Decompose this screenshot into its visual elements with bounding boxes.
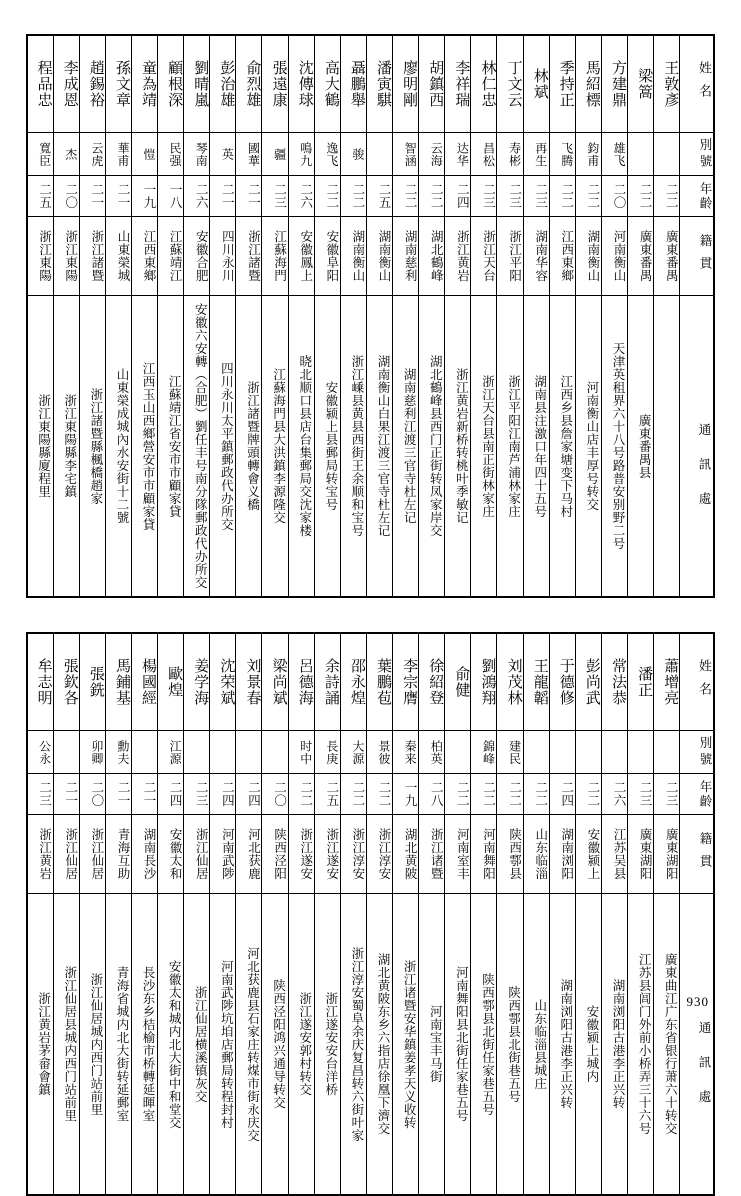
cell-alias: 寬臣 <box>27 133 53 176</box>
cell-age: 一九 <box>131 176 157 217</box>
cell-address: 安徽六安轉（合肥）劉任丰号南分隊郵政代办所交 <box>184 296 210 598</box>
cell-name: 劉鴻翔 <box>471 633 497 731</box>
cell-age: 二三 <box>628 774 654 815</box>
cell-native: 浙江天台 <box>471 217 497 296</box>
cell-native: 江西東鄉 <box>131 217 157 296</box>
cell-age: 二三 <box>654 774 680 815</box>
cell-address: 湖南浏阳古港李正兴转 <box>601 894 627 1196</box>
cell-alias: 大源 <box>340 731 366 774</box>
cell-address: 長沙东乡桔榆市桥轉延暉室 <box>131 894 157 1196</box>
cell-address: 陕西泾阳鸿兴通导转交 <box>262 894 288 1196</box>
cell-alias: 鳴九 <box>288 133 314 176</box>
cell-age: 二三 <box>471 176 497 217</box>
roster-row-name <box>27 633 714 731</box>
cell-alias <box>131 731 157 774</box>
cell-native: 湖南衡山 <box>366 217 392 296</box>
cell-native: 江蘇海門 <box>262 217 288 296</box>
column-header-name: 姓名 <box>680 633 714 731</box>
cell-address: 晓北顺口县店台集郵局交沈家楼 <box>288 296 314 598</box>
cell-address: 湖北鶴峰县西门正街转凤家岸交 <box>419 296 445 598</box>
cell-age: 二二 <box>549 176 575 217</box>
cell-native: 河北获鹿 <box>236 815 262 894</box>
cell-address: 天津英租界六十八号路普安别野二号 <box>601 296 627 598</box>
cell-alias: 智涵 <box>393 133 419 176</box>
cell-address: 浙江諸暨縣楓橋趙家 <box>79 296 105 598</box>
cell-age: 二四 <box>445 176 471 217</box>
cell-native: 浙江淳安 <box>340 815 366 894</box>
cell-native: 河南武陟 <box>210 815 236 894</box>
column-header-alias: 別號 <box>680 133 714 176</box>
column-header-alias: 別號 <box>680 731 714 774</box>
cell-name: 胡鎮西 <box>419 35 445 133</box>
cell-alias: 骏 <box>340 133 366 176</box>
cell-address: 浙江遂安安台洋桥 <box>314 894 340 1196</box>
cell-name: 王敦彥 <box>654 35 680 133</box>
cell-age: 二二 <box>523 774 549 815</box>
cell-alias <box>262 731 288 774</box>
cell-age: 二二 <box>628 176 654 217</box>
cell-native: 浙江遂安 <box>288 815 314 894</box>
cell-name: 潘正 <box>628 633 654 731</box>
cell-alias <box>654 133 680 176</box>
cell-age: 二二 <box>575 774 601 815</box>
cell-address: 湖北黄陂东乡六指店徐凰下濟交 <box>366 894 392 1196</box>
cell-name: 梁尚斌 <box>262 633 288 731</box>
cell-age: 二二 <box>419 176 445 217</box>
cell-alias <box>210 731 236 774</box>
cell-name: 孫文章 <box>105 35 131 133</box>
cell-native: 陕西鄠县 <box>497 815 523 894</box>
cell-address: 四川永川太平鎮郵政代办所交 <box>210 296 236 598</box>
cell-address <box>654 296 680 598</box>
cell-address: 廣東番禺县 <box>628 296 654 598</box>
cell-name: 方建鼎 <box>601 35 627 133</box>
cell-address: 陕西鄠县北街巷五号 <box>497 894 523 1196</box>
cell-name: 趙錫裕 <box>79 35 105 133</box>
cell-alias <box>523 731 549 774</box>
cell-name: 邵永煌 <box>340 633 366 731</box>
roster-table-top <box>26 34 715 598</box>
cell-age: 二二 <box>288 774 314 815</box>
roster-row-age <box>27 176 714 217</box>
cell-address: 浙江仙居横溪镇灰交 <box>184 894 210 1196</box>
cell-native: 陕西泾阳 <box>262 815 288 894</box>
cell-alias: 景彼 <box>366 731 392 774</box>
cell-name: 俞健 <box>445 633 471 731</box>
cell-native: 河南衡山 <box>601 217 627 296</box>
roster-table-top-wrap <box>26 34 715 598</box>
cell-address: 河北获鹿县石家庄转煤市街永庆交 <box>236 894 262 1196</box>
cell-native: 湖南衡山 <box>575 217 601 296</box>
cell-name: 葉鵬苞 <box>366 633 392 731</box>
roster-table-bottom <box>26 632 715 1196</box>
cell-age: 二一 <box>105 176 131 217</box>
cell-address: 浙江黄岩新桥转桃叶季敏记 <box>445 296 471 598</box>
cell-age: 二一 <box>236 176 262 217</box>
cell-alias <box>628 133 654 176</box>
cell-native: 安徽颍上 <box>575 815 601 894</box>
cell-age: 二五 <box>27 176 53 217</box>
cell-age: 一八 <box>158 176 184 217</box>
cell-address: 浙江東陽縣廈程里 <box>27 296 53 598</box>
cell-alias: 雄飞 <box>601 133 627 176</box>
cell-alias <box>654 731 680 774</box>
cell-name: 潘寅騏 <box>366 35 392 133</box>
cell-native: 安徽合肥 <box>184 217 210 296</box>
cell-age: 二〇 <box>79 774 105 815</box>
cell-address: 青海省城内北大街转延郵室 <box>105 894 131 1196</box>
cell-alias: 杰 <box>53 133 79 176</box>
cell-native: 河南室丰 <box>445 815 471 894</box>
cell-address: 河南武陟坑垍店郵局转程封村 <box>210 894 236 1196</box>
cell-native: 浙江仙居 <box>184 815 210 894</box>
cell-name: 梁篙 <box>628 35 654 133</box>
cell-name: 高大鶴 <box>314 35 340 133</box>
cell-address: 山東榮成城內水安街十二號 <box>105 296 131 598</box>
roster-row-age <box>27 774 714 815</box>
cell-address: 浙江诸暨安华鎮姜孝天义收转 <box>393 894 419 1196</box>
page-number: 930 <box>686 994 709 1009</box>
cell-name: 呂德海 <box>288 633 314 731</box>
cell-name: 馬鋪基 <box>105 633 131 731</box>
cell-age: 二一 <box>210 176 236 217</box>
cell-alias <box>575 731 601 774</box>
cell-address: 湖南衡山白果江渡三官寺杜左记 <box>366 296 392 598</box>
cell-name: 聶鵬舉 <box>340 35 366 133</box>
cell-address: 河南衡山店丰厚号转交 <box>575 296 601 598</box>
cell-name: 張銑 <box>79 633 105 731</box>
cell-native: 浙江諸暨 <box>236 217 262 296</box>
cell-name: 徐紹登 <box>419 633 445 731</box>
cell-age: 二〇 <box>53 176 79 217</box>
cell-native: 青海互助 <box>105 815 131 894</box>
cell-name: 李宗膺 <box>393 633 419 731</box>
cell-name: 張欽各 <box>53 633 79 731</box>
cell-alias: 卯卿 <box>79 731 105 774</box>
cell-name: 蕭增亮 <box>654 633 680 731</box>
cell-name: 彭尚武 <box>575 633 601 731</box>
cell-address: 浙江仙居城内西门站前里 <box>79 894 105 1196</box>
cell-native: 安徽鳳上 <box>288 217 314 296</box>
cell-alias: 再生 <box>523 133 549 176</box>
cell-name: 彭治雄 <box>210 35 236 133</box>
cell-address: 江西乡县詹家塘变下马村 <box>549 296 575 598</box>
cell-age: 二四 <box>236 774 262 815</box>
cell-age: 二二 <box>575 176 601 217</box>
cell-native: 河南舞阳 <box>471 815 497 894</box>
column-header-native: 籍貫 <box>680 217 714 296</box>
cell-address: 浙江平阳江南芦浦林家庄 <box>497 296 523 598</box>
cell-native: 廣東番禺 <box>654 217 680 296</box>
cell-address: 江蘇靖江省安市市顧家貸 <box>158 296 184 598</box>
column-header-native: 籍貫 <box>680 815 714 894</box>
cell-address: 河南宝丰马街 <box>419 894 445 1196</box>
cell-native: 湖北黄陂 <box>393 815 419 894</box>
cell-alias: 秦来 <box>393 731 419 774</box>
cell-name: 沈荣斌 <box>210 633 236 731</box>
cell-name: 張遠康 <box>262 35 288 133</box>
cell-alias: 云海 <box>419 133 445 176</box>
roster-table-bottom-wrap <box>26 632 715 1196</box>
cell-age: 二一 <box>79 176 105 217</box>
cell-alias <box>366 133 392 176</box>
cell-alias <box>236 731 262 774</box>
cell-address: 浙江東陽縣李宅鎮 <box>53 296 79 598</box>
cell-native: 浙江平阳 <box>497 217 523 296</box>
roster-row-address <box>27 296 714 598</box>
cell-name: 廖明剛 <box>393 35 419 133</box>
cell-age: 二八 <box>419 774 445 815</box>
cell-address: 浙江嵊县黄县西街王余顺和宝号 <box>340 296 366 598</box>
cell-native: 湖南华容 <box>523 217 549 296</box>
cell-address: 湖南慈利江渡三官寺杜左记 <box>393 296 419 598</box>
cell-native: 浙江仙居 <box>79 815 105 894</box>
cell-native: 廣東番禺 <box>628 217 654 296</box>
cell-name: 刘景春 <box>236 633 262 731</box>
cell-address: 浙江仙居县城内西门站前里 <box>53 894 79 1196</box>
cell-address: 湖南县注激口年四十五号 <box>523 296 549 598</box>
cell-age: 二三 <box>262 176 288 217</box>
cell-address: 安徽颍上县郵局转宝号 <box>314 296 340 598</box>
cell-age: 二四 <box>549 774 575 815</box>
cell-name: 季持正 <box>549 35 575 133</box>
cell-alias: 寿彬 <box>497 133 523 176</box>
cell-name: 丁文云 <box>497 35 523 133</box>
cell-native: 廣東湖阳 <box>628 815 654 894</box>
cell-alias: 長庚 <box>314 731 340 774</box>
cell-alias: 愷 <box>131 133 157 176</box>
cell-address: 浙江遂安郭村转交 <box>288 894 314 1196</box>
cell-name: 刘茂林 <box>497 633 523 731</box>
cell-address: 安徽太和城内北大街中和堂交 <box>158 894 184 1196</box>
cell-native: 浙江黄岩 <box>27 815 53 894</box>
cell-address: 湖南浏阳古港李正兴转 <box>549 894 575 1196</box>
cell-name: 程品忠 <box>27 35 53 133</box>
cell-native: 浙江淳安 <box>366 815 392 894</box>
cell-age: 二二 <box>445 774 471 815</box>
cell-age: 二二 <box>497 774 523 815</box>
cell-age: 二三 <box>523 176 549 217</box>
column-header-address: 通訊處 <box>680 894 714 1196</box>
cell-native: 江蘇靖江 <box>158 217 184 296</box>
cell-alias: 达华 <box>445 133 471 176</box>
cell-alias: 江源 <box>158 731 184 774</box>
cell-native: 浙江東陽 <box>53 217 79 296</box>
cell-age: 二一 <box>131 774 157 815</box>
cell-age: 二二 <box>366 774 392 815</box>
cell-age: 二四 <box>210 774 236 815</box>
cell-address: 安徽颍上城内 <box>575 894 601 1196</box>
cell-native: 安徽太和 <box>158 815 184 894</box>
cell-native: 湖南長沙 <box>131 815 157 894</box>
cell-native: 浙江黄岩 <box>445 217 471 296</box>
cell-age: 二〇 <box>262 774 288 815</box>
cell-native: 浙江遂安 <box>314 815 340 894</box>
cell-age: 二二 <box>314 176 340 217</box>
cell-native: 江苏吴县 <box>601 815 627 894</box>
cell-age: 二一 <box>105 774 131 815</box>
cell-name: 姜学海 <box>184 633 210 731</box>
roster-row-name <box>27 35 714 133</box>
column-header-address: 通訊處 <box>680 296 714 598</box>
cell-native: 山东临淄 <box>523 815 549 894</box>
cell-name: 王龍韜 <box>523 633 549 731</box>
cell-age: 二三 <box>497 176 523 217</box>
cell-address: 江西玉山西鄉營安市市顧家貸 <box>131 296 157 598</box>
cell-age: 二二 <box>393 176 419 217</box>
cell-age: 二二 <box>654 176 680 217</box>
cell-name: 童為靖 <box>131 35 157 133</box>
cell-alias <box>628 731 654 774</box>
cell-age: 二六 <box>288 176 314 217</box>
cell-address: 浙江淳安蜀阜余庆复昌转六街叶家 <box>340 894 366 1196</box>
roster-row-alias <box>27 133 714 176</box>
cell-name: 余詩誦 <box>314 633 340 731</box>
cell-alias: 逸飞 <box>314 133 340 176</box>
cell-name: 沈傳球 <box>288 35 314 133</box>
cell-alias: 柏英 <box>419 731 445 774</box>
cell-native: 安徽阜阳 <box>314 217 340 296</box>
cell-name: 歐煌 <box>158 633 184 731</box>
cell-native: 浙江仙居 <box>53 815 79 894</box>
cell-name: 劉晴嵐 <box>184 35 210 133</box>
cell-age: 二五 <box>366 176 392 217</box>
cell-native: 廣東湖阳 <box>654 815 680 894</box>
cell-age: 二〇 <box>601 176 627 217</box>
cell-address: 江蘇海門县大洪鎮李源隆交 <box>262 296 288 598</box>
cell-alias: 華甫 <box>105 133 131 176</box>
cell-native: 山東榮城 <box>105 217 131 296</box>
cell-alias: 云虎 <box>79 133 105 176</box>
column-header-name: 姓名 <box>680 35 714 133</box>
cell-native: 江西東鄉 <box>549 217 575 296</box>
table-gap <box>26 598 715 632</box>
cell-age: 二六 <box>601 774 627 815</box>
cell-alias <box>445 731 471 774</box>
cell-native: 湖南衡山 <box>340 217 366 296</box>
cell-alias: 时中 <box>288 731 314 774</box>
cell-age: 二二 <box>340 774 366 815</box>
cell-age: 二五 <box>314 774 340 815</box>
cell-name: 李祥瑞 <box>445 35 471 133</box>
cell-age: 二三 <box>27 774 53 815</box>
cell-alias <box>184 731 210 774</box>
cell-age: 二二 <box>471 774 497 815</box>
cell-alias: 建民 <box>497 731 523 774</box>
cell-age: 二三 <box>184 774 210 815</box>
cell-name: 林斌 <box>523 35 549 133</box>
cell-alias: 公永 <box>27 731 53 774</box>
cell-address: 浙江天台县南正街林家庄 <box>471 296 497 598</box>
cell-native: 湖北鶴峰 <box>419 217 445 296</box>
roster-row-native <box>27 815 714 894</box>
cell-address: 江苏县闾门外前小桥弄三十六号 <box>628 894 654 1196</box>
cell-name: 顧根深 <box>158 35 184 133</box>
cell-alias <box>53 731 79 774</box>
cell-address: 浙江諸暨牌頭轉會义橋 <box>236 296 262 598</box>
cell-alias: 勳夫 <box>105 731 131 774</box>
cell-native: 湖南浏阳 <box>549 815 575 894</box>
column-header-age: 年齡 <box>680 774 714 815</box>
cell-name: 馬紹標 <box>575 35 601 133</box>
cell-age: 二二 <box>340 176 366 217</box>
cell-address: 廣東曲江广东省银行萧六十转交 <box>654 894 680 1196</box>
cell-alias: 昌松 <box>471 133 497 176</box>
cell-alias: 民强 <box>158 133 184 176</box>
cell-alias <box>601 731 627 774</box>
cell-native: 四川永川 <box>210 217 236 296</box>
cell-age: 二六 <box>184 176 210 217</box>
cell-name: 于德修 <box>549 633 575 731</box>
cell-age: 一九 <box>393 774 419 815</box>
cell-name: 牟志明 <box>27 633 53 731</box>
column-header-age: 年齡 <box>680 176 714 217</box>
cell-age: 二一 <box>53 774 79 815</box>
cell-name: 俞烈雄 <box>236 35 262 133</box>
cell-alias: 鈞甫 <box>575 133 601 176</box>
cell-name: 常法恭 <box>601 633 627 731</box>
cell-address: 陕西鄠县北街任家巷五号 <box>471 894 497 1196</box>
cell-alias <box>549 731 575 774</box>
cell-alias: 英 <box>210 133 236 176</box>
cell-address: 河南舞阳县北街任家巷五号 <box>445 894 471 1196</box>
roster-row-native <box>27 217 714 296</box>
cell-name: 林仁忠 <box>471 35 497 133</box>
cell-name: 李成恩 <box>53 35 79 133</box>
cell-native: 浙江東陽 <box>27 217 53 296</box>
cell-alias: 疆 <box>262 133 288 176</box>
cell-address: 山东临淄县城庄 <box>523 894 549 1196</box>
cell-native: 湖南慈利 <box>393 217 419 296</box>
roster-row-alias <box>27 731 714 774</box>
roster-row-address <box>27 894 714 1196</box>
cell-native: 浙江诸暨 <box>419 815 445 894</box>
cell-alias: 錦峰 <box>471 731 497 774</box>
cell-alias: 國華 <box>236 133 262 176</box>
cell-address: 浙江黄岩茅畲會鎮 <box>27 894 53 1196</box>
cell-native: 浙江諸暨 <box>79 217 105 296</box>
cell-age: 二四 <box>158 774 184 815</box>
cell-name: 楊國經 <box>131 633 157 731</box>
cell-alias: 琴南 <box>184 133 210 176</box>
cell-alias: 飞腾 <box>549 133 575 176</box>
